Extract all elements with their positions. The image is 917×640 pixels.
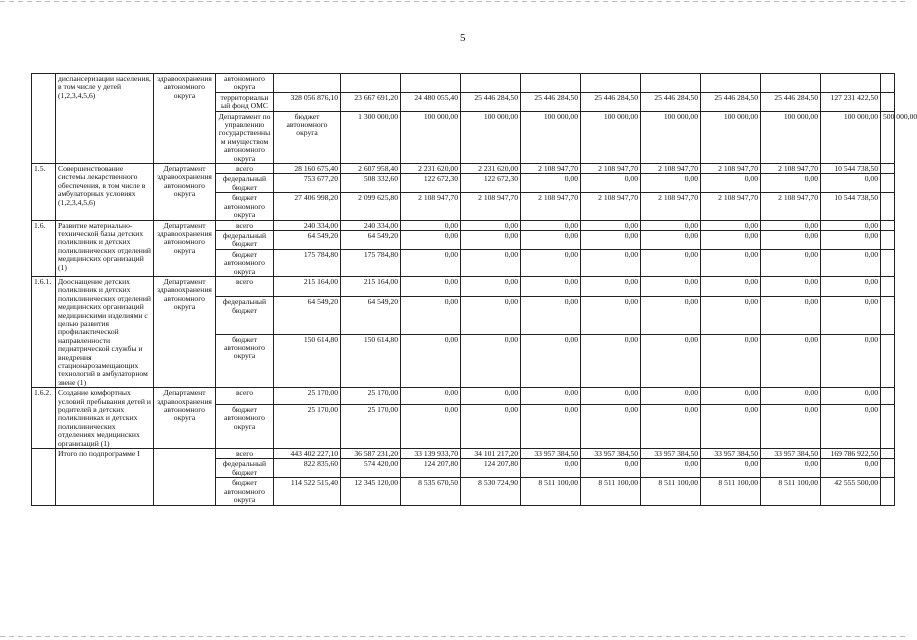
item-name: Итого по подпрограмме I [56,449,154,505]
executor: Департамент здравоохранения автономного округа [154,220,216,276]
funding-source: бюджет автономного округа [216,249,274,276]
amount-cell: 0,00 [401,405,461,449]
amount-cell: 25 446 284,50 [521,92,581,111]
item-number [32,74,56,164]
amount-cell: 124 207,80 [401,459,461,478]
amount-cell: 0,00 [521,459,581,478]
amount-cell [881,92,895,111]
amount-cell [881,478,895,505]
budget-table [31,73,917,506]
amount-cell: 2 231 620,00 [461,164,521,174]
amount-cell: 0,00 [821,276,881,297]
funding-source: бюджет автономного округа [274,111,341,163]
amount-cell: 0,00 [641,405,701,449]
amount-cell: 0,00 [701,249,761,276]
funding-source: бюджет автономного округа [216,478,274,505]
amount-cell: 64 549,20 [274,230,341,249]
amount-cell: 2 108 947,70 [761,193,821,220]
amount-cell: 100 000,00 [401,111,461,163]
amount-cell: 64 549,20 [341,297,401,334]
amount-cell [881,405,895,449]
amount-cell: 0,00 [701,174,761,193]
amount-cell: 25 446 284,50 [641,92,701,111]
amount-cell: 34 101 217,20 [461,449,521,459]
amount-cell: 2 108 947,70 [461,193,521,220]
amount-cell: 0,00 [581,388,641,405]
amount-cell: 0,00 [821,388,881,405]
executor: Департамент здравоохранения автономного округа [154,388,216,449]
amount-cell: 0,00 [761,220,821,230]
amount-cell: 150 614,80 [341,334,401,388]
amount-cell: 0,00 [761,249,821,276]
amount-cell [881,276,895,297]
amount-cell [461,74,521,93]
amount-cell: 2 108 947,70 [401,193,461,220]
amount-cell: 0,00 [461,220,521,230]
amount-cell: 0,00 [761,388,821,405]
amount-cell: 0,00 [581,220,641,230]
amount-cell: 8 535 670,50 [401,478,461,505]
amount-cell: 0,00 [701,388,761,405]
amount-cell: 0,00 [701,230,761,249]
amount-cell: 122 672,30 [461,174,521,193]
amount-cell: 12 345 120,00 [341,478,401,505]
amount-cell: 0,00 [821,249,881,276]
amount-cell: 2 108 947,70 [701,164,761,174]
amount-cell: 0,00 [401,297,461,334]
amount-cell: 215 164,00 [274,276,341,297]
amount-cell: 33 139 933,70 [401,449,461,459]
amount-cell: 2 607 958,40 [341,164,401,174]
amount-cell: 0,00 [461,334,521,388]
amount-cell: 500 000,00 [881,111,895,163]
amount-cell: 2 231 620,00 [401,164,461,174]
amount-cell: 25 446 284,50 [461,92,521,111]
amount-cell: 33 957 384,50 [761,449,821,459]
table-row [32,164,895,174]
amount-cell [521,74,581,93]
funding-source: федеральный бюджет [216,174,274,193]
amount-cell: 0,00 [401,249,461,276]
amount-cell: 240 334,00 [274,220,341,230]
amount-cell: 0,00 [521,388,581,405]
amount-cell: 2 108 947,70 [701,193,761,220]
amount-cell [881,164,895,174]
funding-source: всего [216,220,274,230]
amount-cell: 822 835,60 [274,459,341,478]
table-row [32,220,895,230]
funding-source: бюджет автономного округа [216,334,274,388]
amount-cell: 25 170,00 [341,405,401,449]
amount-cell: 8 511 100,00 [521,478,581,505]
amount-cell: 150 614,80 [274,334,341,388]
funding-source: федеральный бюджет [216,459,274,478]
amount-cell: 0,00 [461,249,521,276]
amount-cell: 28 160 675,40 [274,164,341,174]
scan-edge-bottom [0,636,905,637]
amount-cell [881,193,895,220]
amount-cell: 0,00 [581,297,641,334]
amount-cell: 0,00 [521,334,581,388]
amount-cell: 33 957 384,50 [701,449,761,459]
amount-cell: 8 511 100,00 [581,478,641,505]
amount-cell: 100 000,00 [701,111,761,163]
funding-source: бюджет автономного округа [216,405,274,449]
page-number: 5 [460,32,466,44]
amount-cell: 0,00 [641,459,701,478]
amount-cell [401,74,461,93]
amount-cell: 175 784,80 [341,249,401,276]
item-name: Развитие материально-технической базы детских поликлиник и детских поликлинических отделений медицинских организаций (1) [56,220,154,276]
amount-cell: 0,00 [641,249,701,276]
amount-cell: 0,00 [521,220,581,230]
amount-cell: 574 420,00 [341,459,401,478]
amount-cell: 27 406 998,20 [274,193,341,220]
amount-cell [881,297,895,334]
amount-cell: 0,00 [521,276,581,297]
amount-cell: 169 786 922,50 [821,449,881,459]
amount-cell: 175 784,80 [274,249,341,276]
item-number: 1.5. [32,164,56,220]
amount-cell: 124 207,80 [461,459,521,478]
amount-cell: 0,00 [401,388,461,405]
executor [154,449,216,505]
amount-cell: 0,00 [461,230,521,249]
amount-cell: 0,00 [761,297,821,334]
amount-cell [701,74,761,93]
item-number: 1.6.1. [32,276,56,387]
amount-cell: 10 544 738,50 [821,193,881,220]
amount-cell: 25 170,00 [274,405,341,449]
amount-cell: 8 511 100,00 [701,478,761,505]
amount-cell: 64 549,20 [341,230,401,249]
amount-cell: 64 549,20 [274,297,341,334]
amount-cell: 2 108 947,70 [761,164,821,174]
amount-cell: 0,00 [521,297,581,334]
amount-cell: 122 672,30 [401,174,461,193]
amount-cell: 0,00 [701,220,761,230]
amount-cell [641,74,701,93]
amount-cell: 2 108 947,70 [581,164,641,174]
amount-cell: 0,00 [641,297,701,334]
funding-source: всего [216,164,274,174]
funding-source: автономного округа [216,74,274,93]
amount-cell: 23 667 691,20 [341,92,401,111]
amount-cell: 0,00 [821,230,881,249]
amount-cell: 0,00 [401,230,461,249]
amount-cell: 114 522 515,40 [274,478,341,505]
amount-cell: 2 108 947,70 [521,164,581,174]
item-name: Совершенствование системы лекарственного обеспечения, в том числе в амбулаторных условиях (1,2,3,4,5,6) [56,164,154,220]
amount-cell: 2 108 947,70 [641,164,701,174]
item-name: диспансеризации населения, в том числе у детей (1,2,3,4,5,6) [56,74,154,164]
amount-cell: 0,00 [521,174,581,193]
amount-cell: 0,00 [701,459,761,478]
amount-cell: 33 957 384,50 [641,449,701,459]
amount-cell: 0,00 [761,276,821,297]
funding-source: федеральный бюджет [216,297,274,334]
amount-cell [881,449,895,459]
amount-cell [881,334,895,388]
amount-cell: 1 300 000,00 [341,111,401,163]
amount-cell: 25 446 284,50 [701,92,761,111]
amount-cell: 0,00 [581,459,641,478]
amount-cell [881,74,895,93]
amount-cell: 10 544 738,50 [821,164,881,174]
amount-cell: 100 000,00 [821,111,881,163]
executor: Департамент здравоохранения автономного округа [154,164,216,220]
amount-cell: 8 511 100,00 [641,478,701,505]
amount-cell: 0,00 [581,230,641,249]
amount-cell: 36 587 231,20 [341,449,401,459]
amount-cell: 0,00 [761,230,821,249]
amount-cell: 25 170,00 [341,388,401,405]
amount-cell [274,74,341,93]
amount-cell: 0,00 [701,334,761,388]
amount-cell: 2 108 947,70 [641,193,701,220]
amount-cell: 0,00 [701,405,761,449]
amount-cell [881,249,895,276]
funding-source: территориальный фонд ОМС [216,92,274,111]
amount-cell: 328 056 876,10 [274,92,341,111]
amount-cell: 0,00 [641,334,701,388]
amount-cell: 0,00 [821,220,881,230]
amount-cell: 0,00 [581,249,641,276]
funding-source: всего [216,449,274,459]
amount-cell: 33 957 384,50 [521,449,581,459]
executor: здравоохранения автономного округа [154,74,216,164]
amount-cell: 0,00 [521,249,581,276]
amount-cell: 8 511 100,00 [761,478,821,505]
amount-cell: 0,00 [641,230,701,249]
amount-cell: 0,00 [401,276,461,297]
table-row [32,388,895,405]
amount-cell [881,174,895,193]
amount-cell [821,74,881,93]
amount-cell: 0,00 [461,276,521,297]
executor: Департамент здравоохранения автономного округа [154,276,216,387]
amount-cell [881,220,895,230]
amount-cell: 100 000,00 [761,111,821,163]
amount-cell: 42 555 500,00 [821,478,881,505]
amount-cell: 0,00 [521,405,581,449]
amount-cell: 0,00 [581,174,641,193]
amount-cell: 0,00 [581,276,641,297]
item-number [32,449,56,505]
scan-edge-top [0,1,905,2]
amount-cell: 8 530 724,90 [461,478,521,505]
amount-cell: 0,00 [461,405,521,449]
amount-cell: 0,00 [401,220,461,230]
amount-cell: 0,00 [581,334,641,388]
amount-cell: 100 000,00 [521,111,581,163]
amount-cell: 2 108 947,70 [521,193,581,220]
funding-source: бюджет автономного округа [216,193,274,220]
amount-cell: 0,00 [401,334,461,388]
amount-cell: 100 000,00 [641,111,701,163]
amount-cell: 0,00 [761,459,821,478]
amount-cell: 100 000,00 [581,111,641,163]
amount-cell: 0,00 [761,334,821,388]
funding-source: всего [216,388,274,405]
table-row [32,74,895,93]
amount-cell: 0,00 [701,276,761,297]
amount-cell: 508 332,60 [341,174,401,193]
amount-cell [581,74,641,93]
amount-cell: 0,00 [821,334,881,388]
amount-cell: 0,00 [821,174,881,193]
amount-cell: 0,00 [641,220,701,230]
item-name: Дооснащение детских поликлиник и детских поликлинических отделений медицинских организаций медицинскими изделиями с целью развития профилактической направленности педиатрической службы и внедрения стационарозамещающих технологий в амбулаторном звене (1) [56,276,154,387]
amount-cell: 0,00 [701,297,761,334]
amount-cell: 25 446 284,50 [761,92,821,111]
amount-cell [881,388,895,405]
amount-cell: 100 000,00 [461,111,521,163]
amount-cell: 0,00 [641,276,701,297]
amount-cell [761,74,821,93]
amount-cell: 0,00 [641,388,701,405]
amount-cell: 0,00 [581,405,641,449]
amount-cell: 443 402 227,10 [274,449,341,459]
total-row [32,449,895,459]
amount-cell: 24 480 055,40 [401,92,461,111]
amount-cell: 0,00 [821,405,881,449]
amount-cell: 127 231 422,50 [821,92,881,111]
amount-cell: 2 108 947,70 [581,193,641,220]
item-number: 1.6. [32,220,56,276]
funding-source: всего [216,276,274,297]
amount-cell: 215 164,00 [341,276,401,297]
amount-cell: 0,00 [461,388,521,405]
amount-cell: 0,00 [821,297,881,334]
amount-cell: 0,00 [521,230,581,249]
item-name: Создание комфортных условий пребывания детей и родителей в детских поликлиниках и детских поликлинических отделениях медицинских организаций (1) [56,388,154,449]
amount-cell: 0,00 [821,459,881,478]
amount-cell: 25 446 284,50 [581,92,641,111]
amount-cell [881,459,895,478]
amount-cell: 0,00 [641,174,701,193]
table-row [32,276,895,297]
amount-cell: 0,00 [761,174,821,193]
amount-cell [881,230,895,249]
amount-cell: 2 099 625,80 [341,193,401,220]
amount-cell [341,74,401,93]
amount-cell: 0,00 [761,405,821,449]
amount-cell: 25 170,00 [274,388,341,405]
amount-cell: 0,00 [461,297,521,334]
amount-cell: 240 334,00 [341,220,401,230]
amount-cell: 33 957 384,50 [581,449,641,459]
item-number: 1.6.2. [32,388,56,449]
amount-cell: 753 677,20 [274,174,341,193]
funding-source: федеральный бюджет [216,230,274,249]
executor: Департамент по управлению государственным имуществом автономного округа [216,111,274,163]
